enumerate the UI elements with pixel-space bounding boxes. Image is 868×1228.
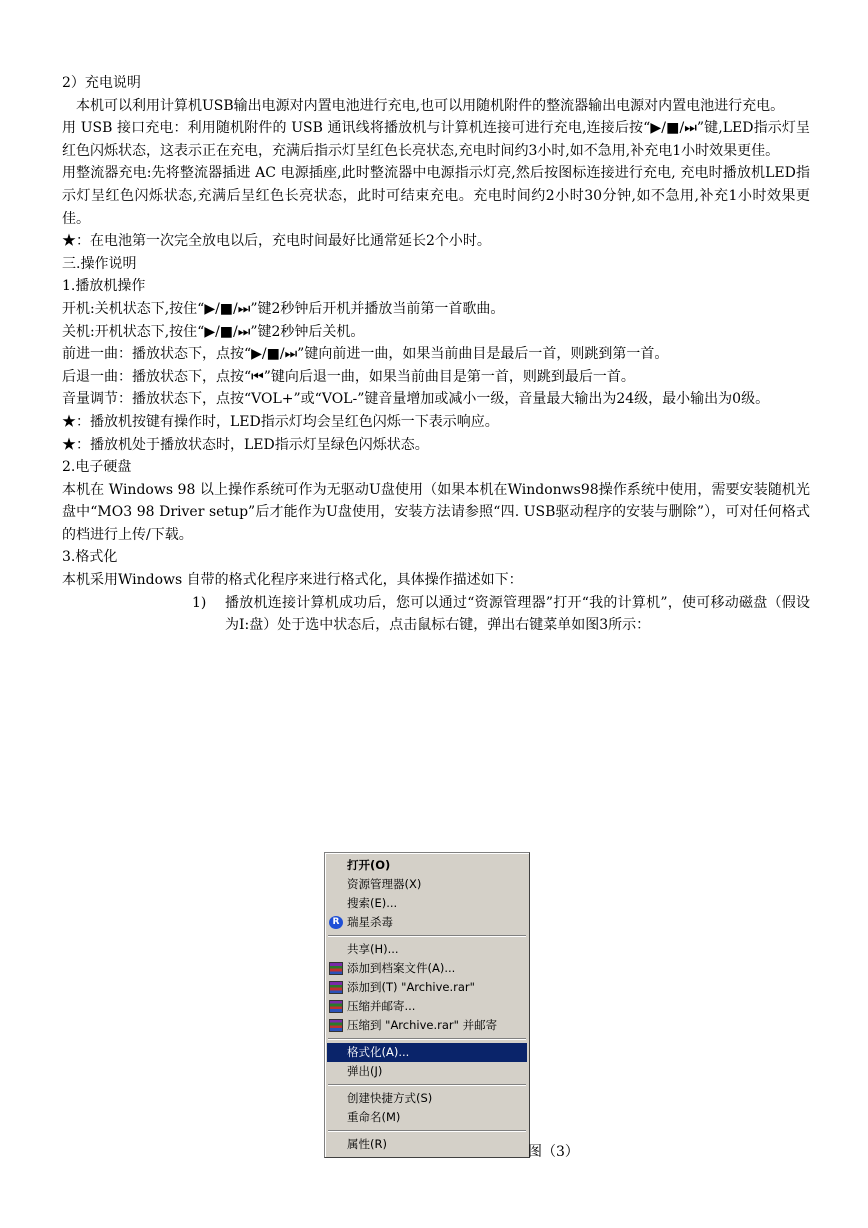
operation-heading: 三.操作说明 (62, 255, 137, 272)
menu-item-search[interactable]: 搜索(E)... (347, 896, 398, 910)
player-operation-subheading: 1.播放机操作 (62, 278, 146, 295)
menu-item-eject[interactable]: 弹出(J) (347, 1064, 383, 1078)
led-note-1: ★：播放机按键有操作时，LED指示灯均会呈红色闪烁一下表示响应。 (62, 413, 499, 430)
format-intro: 本机采用Windows 自带的格式化程序来进行格式化，具体操作描述如下： (62, 572, 523, 589)
power-off-instruction: 关机:开机状态下,按住“▶/■/⏭”键2秒钟后关机。 (62, 323, 365, 340)
context-menu-figure (324, 852, 530, 1158)
charge-heading: 2）充电说明 (62, 75, 141, 91)
menu-item-rename[interactable]: 重命名(M) (347, 1110, 401, 1124)
format-subheading: 3.格式化 (62, 549, 118, 566)
winrar-icon (329, 981, 343, 994)
winrar-icon (329, 1019, 343, 1032)
rising-antivirus-icon: R (329, 916, 343, 929)
winrar-icon (329, 1000, 343, 1013)
menu-item-properties[interactable]: 属性(R) (347, 1137, 387, 1151)
menu-item-open[interactable]: 打开(O) (347, 858, 391, 872)
power-on-instruction: 开机:关机状态下,按住“▶/■/⏭”键2秒钟后开机并播放当前第一首歌曲。 (62, 300, 505, 317)
disk-subheading: 2.电子硬盘 (62, 459, 132, 476)
format-steps (192, 592, 810, 637)
step-number: 1) (192, 594, 207, 611)
context-menu (324, 852, 530, 1158)
figure-caption: 图（3） (528, 1144, 579, 1160)
document-body (62, 72, 810, 637)
menu-separator (328, 935, 526, 937)
charge-intro: 本机可以利用计算机USB输出电源对内置电池进行充电,也可以用随机附件的整流器输出电源对内置电池进行充电。 (76, 97, 785, 114)
menu-item-compress-to-rar-and-email[interactable]: 压缩到 "Archive.rar" 并邮寄 (327, 1016, 527, 1035)
adapter-charge-paragraph: 用整流器充电:先将整流器插进 AC 电源插座,此时整流器中电源指示灯亮,然后按图标连接进行充电, 充电时播放机LED指示灯呈红色闪烁状态,充满后呈红色长亮状态，此时可结束充电。充电时间约2小时30分钟,如不急用,补充1小时效果更佳。 (62, 165, 810, 227)
volume-instruction: 音量调节：播放状态下，点按“VOL+”或“VOL-”键音量增加或减小一级，音量最大输出为24级，最小输出为0级。 (62, 391, 770, 408)
menu-item-rising-antivirus[interactable]: R 瑞星杀毒 (327, 913, 527, 932)
menu-separator (328, 1084, 526, 1086)
menu-item-share[interactable]: 共享(H)... (347, 942, 399, 956)
menu-item-add-to-archive-rar[interactable]: 添加到(T) "Archive.rar" (327, 978, 527, 997)
step-text: 播放机连接计算机成功后，您可以通过“资源管理器”打开“我的计算机”，使可移动磁盘（假设为I:盘）处于选中状态后，点击鼠标右键，弹出右键菜单如图3所示： (225, 594, 810, 634)
menu-separator (328, 1130, 526, 1132)
usb-charge-paragraph: 用 USB 接口充电：利用随机附件的 USB 通讯线将播放机与计算机连接可进行充电,连接后按“▶/■/⏭”键,LED指示灯呈红色闪烁状态，这表示正在充电，充满后指示灯呈红色长亮状态,充电时间约3小时,如不急用,补充电1小时效果更佳。 (62, 120, 810, 159)
disk-paragraph: 本机在 Windows 98 以上操作系统可作为无驱动U盘使用（如果本机在Windonws98操作系统中使用，需要安装随机光盘中“MO3 98 Driver setup”后才能作为U盘使用，安装方法请参照“四. USB驱动程序的安装与删除”），可对任何格式的档进行上传/下载。 (62, 481, 810, 543)
menu-item-explorer[interactable]: 资源管理器(X) (347, 877, 422, 891)
format-step-1 (192, 592, 810, 637)
menu-item-add-to-archive[interactable]: 添加到档案文件(A)... (327, 959, 527, 978)
menu-item-create-shortcut[interactable]: 创建快捷方式(S) (347, 1091, 433, 1105)
winrar-icon (329, 962, 343, 975)
led-note-2: ★：播放机处于播放状态时，LED指示灯呈绿色闪烁状态。 (62, 436, 429, 453)
next-track-instruction: 前进一曲：播放状态下，点按“▶/■/⏭”键向前进一曲，如果当前曲目是最后一首，则跳到第一首。 (62, 346, 669, 363)
charge-note: ★：在电池第一次完全放电以后，充电时间最好比通常延长2个小时。 (62, 233, 491, 250)
menu-separator (328, 1038, 526, 1040)
menu-item-format[interactable]: 格式化(A)... (327, 1043, 527, 1062)
menu-item-compress-and-email[interactable]: 压缩并邮寄... (327, 997, 527, 1016)
previous-track-instruction: 后退一曲：播放状态下，点按“⏮”键向后退一曲，如果当前曲目是第一首，则跳到最后一首。 (62, 368, 635, 385)
